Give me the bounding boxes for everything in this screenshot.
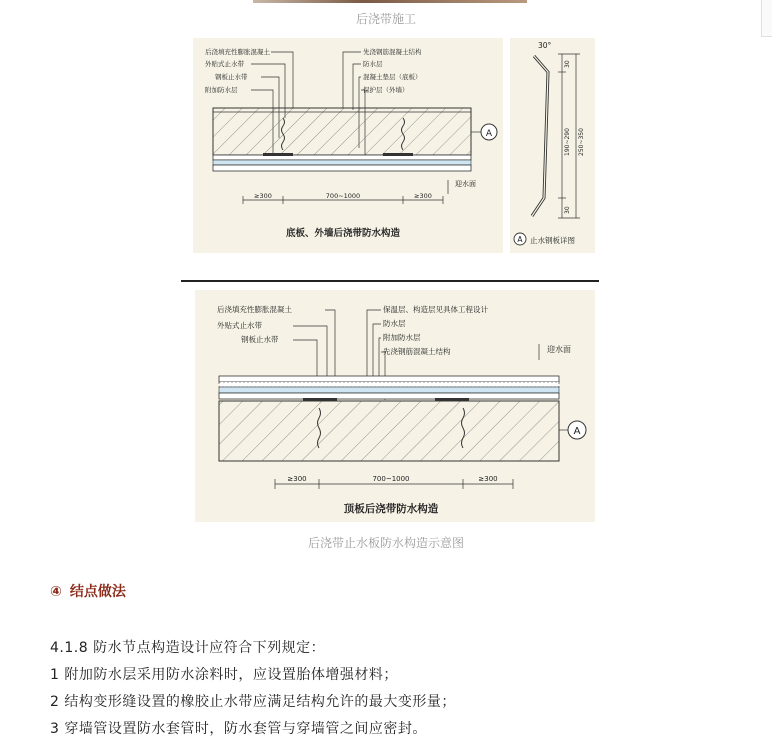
fig1-label-right-1: 先浇钢筋混凝土结构 <box>363 48 422 56</box>
fig1-label-left-3: 钢板止水带 <box>215 73 248 81</box>
figure-divider <box>181 280 599 282</box>
fig1-title: 底板、外墙后浇带防水构造 <box>285 228 401 239</box>
fig1-label-left-1: 后浇填充性膨胀混凝土 <box>205 48 270 56</box>
fig2-dim-1: 30 <box>564 60 571 68</box>
top-image-caption: 后浇带施工 <box>355 12 416 26</box>
section-title: 结点做法 <box>69 584 126 600</box>
fig3-title: 顶板后浇带防水构造 <box>343 503 439 515</box>
fig1-dim-1: ≥300 <box>254 192 272 200</box>
fig3-dim-3: ≥300 <box>478 475 498 483</box>
fig2-callout: A <box>517 235 523 244</box>
fig2-dim-3: 250~350 <box>578 128 585 156</box>
fig3-dim-2: 700~1000 <box>372 475 410 483</box>
fig3-label-right-3: 附加防水层 <box>383 333 421 342</box>
fig3-callout: A <box>573 426 581 437</box>
figure-base-slab-waterproofing <box>193 38 503 253</box>
fig1-dim-2: 700~1000 <box>325 192 361 200</box>
fig1-dim-3: ≥300 <box>414 192 432 200</box>
fig1-label-right-4: 保护层（外墙） <box>363 86 409 94</box>
fig1-callout: A <box>485 129 493 139</box>
fig3-label-left-1: 后浇填充性膨胀混凝土 <box>217 305 292 314</box>
fig2-angle: 30° <box>538 41 552 50</box>
fig3-label-left-2: 外贴式止水带 <box>217 321 262 330</box>
paragraph-item-3: 3 穿墙管设置防水套管时，防水套管与穿墙管之间应密封。 <box>50 721 427 737</box>
fig1-label-left-4: 附加防水层 <box>205 86 238 94</box>
fig3-label-left-3: 钢板止水带 <box>241 335 279 344</box>
figure-roof-slab-waterproofing <box>195 290 595 522</box>
fig1-water-label: 迎水面 <box>455 180 476 188</box>
fig2-dim-4: 30 <box>564 206 571 214</box>
figure-steel-waterstop-detail <box>510 38 595 253</box>
fig3-water-label: 迎水面 <box>547 345 571 354</box>
section-number: ④ <box>50 584 62 600</box>
fig3-label-right-2: 防水层 <box>383 319 406 328</box>
section-heading <box>50 581 126 601</box>
fig1-label-right-2: 防水层 <box>363 60 383 68</box>
paragraph-clause: 4.1.8 防水节点构造设计应符合下列规定： <box>50 640 326 656</box>
figure-caption: 后浇带止水板防水构造示意图 <box>307 536 464 550</box>
fig3-label-right-1: 保温层、构造层见具体工程设计 <box>383 305 488 314</box>
fig2-title: 止水钢板详图 <box>530 236 575 245</box>
paragraph-item-1: 1 附加防水层采用防水涂料时，应设置胎体增强材料； <box>50 667 398 683</box>
fig1-label-right-3: 混凝土垫层（底板） <box>363 73 422 81</box>
fig3-dim-1: ≥300 <box>287 475 307 483</box>
top-image-edge <box>253 0 527 3</box>
paragraph-item-2: 2 结构变形缝设置的橡胶止水带应满足结构允许的最大变形量； <box>50 694 456 710</box>
fig3-label-right-4: 先浇钢筋混凝土结构 <box>383 347 451 356</box>
fig2-dim-2: 190~290 <box>564 128 571 156</box>
fig1-label-left-2: 外贴式止水带 <box>205 60 244 68</box>
